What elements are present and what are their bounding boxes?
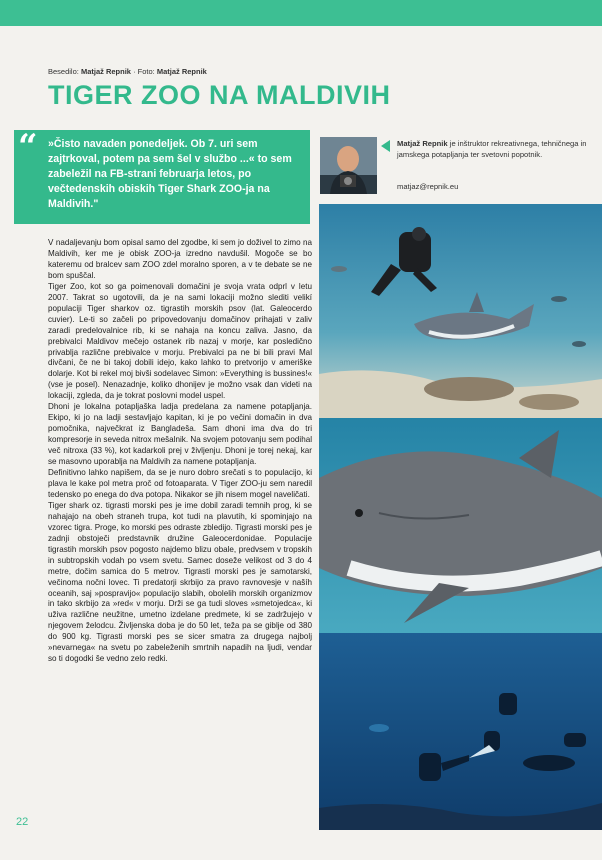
photo-diver-and-shark <box>319 204 602 418</box>
author-bio-text: je inštruktor rekreativnega, tehničnega in jamskega potapljanja ter svetovni popotnik. <box>397 139 587 159</box>
author-email: matjaz@repnik.eu <box>397 182 459 191</box>
author-marker-icon <box>381 140 390 152</box>
photo-label: · Foto: <box>133 67 155 76</box>
author-name: Matjaž Repnik <box>397 139 448 148</box>
writer-name: Matjaž Repnik <box>80 67 131 76</box>
writer-label: Besedilo: <box>48 67 79 76</box>
photographer-name: Matjaž Repnik <box>156 67 207 76</box>
author-avatar <box>320 137 377 194</box>
paragraph: V nadaljevanju bom opisal samo del zgodbe, ki sem jo doživel to zimo na Maldivih, ker me je obisk ZOO-ja izredno navdušil. Mogoče se bo kateremu od bralcev sam ZOO zdel moralno sporen, a v te debate se ne bom spuščal. <box>48 238 312 280</box>
top-color-bar <box>0 0 602 26</box>
photo-divers-blue <box>319 633 602 830</box>
quote-mark-icon: “ <box>18 127 38 167</box>
photo-shark-closeup <box>319 418 602 633</box>
byline <box>48 67 207 76</box>
author-bio <box>397 139 587 160</box>
article-title: TIGER ZOO NA MALDIVIH <box>48 80 391 110</box>
paragraph: Dhoni je lokalna potapljaška ladja predelana za namene potapljanja. Ekipo, ki jo na ladji sestavljajo kapitan, ki je po večini domačin in dva pomočnika, največkrat iz Bangladeša. Sam dhoni ima dva do tri kompresorje in seveda nitrox mešalnik. Na svojem potovanju sem podihal več nitroxa (33 %), kot kadarkoli prej v življenju. Dhoni je torej nekaj, kar se masovno uporablja na Maldivih za namene potapljanja. <box>48 402 312 467</box>
article-body <box>48 238 312 665</box>
paragraph: Tiger Zoo, kot so ga poimenovali domačini je svoja vrata odprl v letu 2007. Takrat so ugotovili, da je na sami lokaciji možno slediti velikí populaciji Tiger sharkov oz. tigrastih morskih psov (lat. Galeocerdo cuvier). Le-ti so začeli po pripovedovanju domačinov prihajati v zaliv zaradi predelovalnice rib, ki se nahaja na koncu zaliva. Jasno, da prebivalci Maldivov mečejo ostanek rib nazaj v morje, kar posledično privablja različne prebivalce v morju. Prebivalci pa ne bi bili pravi Mal divčani, če ne bi takoj dobili idejo, kako lahko to pretvorijo v ameriške dolarje. Kot bi rekel moj bivši sodelavec Simon: »Everything is bussines!« (vse je posel). Nenazadnje, koliko dhonijev je možno vsak dan videti na lokaciji, zgleda, da je tokrat poslovni model uspel. <box>48 281 312 401</box>
page-number: 22 <box>16 816 29 828</box>
paragraph: Tiger shark oz. tigrasti morski pes je ime dobil zaradi temnih prog, ki se nahajajo na obeh straneh trupa, kot tudi na plavutih, ki spominjajo na vzorec tigra. Proge, ko morski pes odraste zbledijo. Tigrasti morski pes je zadnji obstoječi predstavnik družine Galeocerdonidae. Populacije tigrastih morskih psov pogosto najdemo blizu obale, predvsem v tropskih in subtropskih vodah po vsem svetu. Samec doseže velikost od 3 do 4 metre, dočim samica do 5 metrov. Tigrasti morski pes je samotarski, večinoma nočni lovec. Ti predatorji skrbijo za pravo ravnovesje v našíh oceanih, saj »pospravijo« populacijo slabih, obolelih morskih organizmov in tako skrbijo za »red« v morju. Drži se ga tudi sloves »smetojedca«, ki uživa različne neužitne, umetno izdelane predmete, ki se zadržujejo v njegovem želodcu. Življenska doba je do 50 let, teža pa se giblje od 380 do 900 kg. Tigrasti morski pes se sicer smatra za drugega najbolj »nevarnega« na svetu po zabeleženih smrtnih napadih na ljudi, vendar so ti dogodki še vedno zelo redki. <box>48 500 312 664</box>
pull-quote-text: »Čisto navaden ponedeljek. Ob 7. uri sem zajtrkoval, potem pa sem šel v službo ...« to sem zabeležil na FB-strani februarja letos, po večtedenskih obiskih Tiger Shark ZOO-ja na Maldivih." <box>48 138 292 210</box>
paragraph: Definitivno lahko napišem, da se je nuro dobro srečati s to populacijo, ki plava le kake pol metra proč od fotoaparata. V Tiger ZOO-ju sem naredil tedensko po enega do dva potopa. Nikakor se jih nisem mogel naveličati. <box>48 468 312 499</box>
